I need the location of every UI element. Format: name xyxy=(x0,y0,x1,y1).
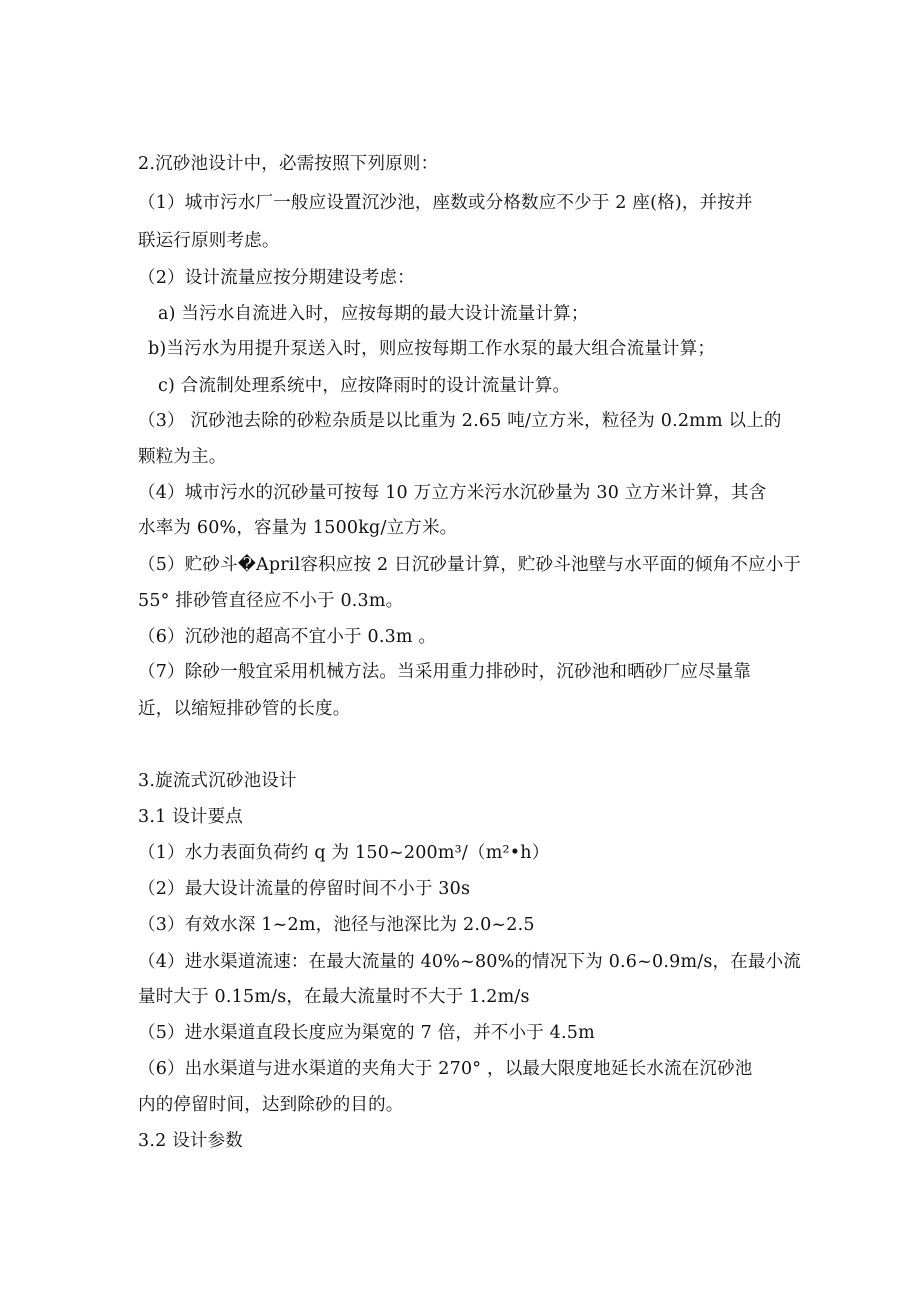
rule-2-a: a) 当污水自流进入时，应按每期的最大设计流量计算； xyxy=(158,304,589,324)
point-6-line-1: （6）出水渠道与进水渠道的夹角大于 270° ，以最大限度地延长水流在沉砂池 xyxy=(138,1059,753,1079)
rule-5-line-1: （5）贮砂斗�April容积应按 2 日沉砂量计算，贮砂斗池壁与水平面的倾角不应小于 xyxy=(138,555,802,575)
section-3-2-heading: 3.2 设计参数 xyxy=(138,1131,243,1151)
point-3-line: （3）有效水深 1~2m，池径与池深比为 2.0~2.5 xyxy=(138,915,535,935)
section-3-1-heading: 3.1 设计要点 xyxy=(138,807,243,827)
point-4-line-1: （4）进水渠道流速：在最大流量的 40%~80%的情况下为 0.6~0.9m/s，在最小流 xyxy=(138,952,802,972)
point-2-line: （2）最大设计流量的停留时间不小于 30s xyxy=(138,879,471,899)
rule-7-line-1: （7）除砂一般宜采用机械方法。当采用重力排砂时，沉砂池和晒砂厂应尽量靠 xyxy=(138,662,752,682)
rule-1-line-2: 联运行原则考虑。 xyxy=(138,231,280,251)
rule-2-c: c) 合流制处理系统中，应按降雨时的设计流量计算。 xyxy=(158,376,571,396)
rule-2-b: b)当污水为用提升泵送入时，则应按每期工作水泵的最大组合流量计算； xyxy=(148,339,716,359)
rule-5-line-2: 55° 排砂管直径应不小于 0.3m。 xyxy=(138,591,404,611)
point-5-line: （5）进水渠道直段长度应为渠宽的 7 倍，并不小于 4.5m xyxy=(138,1023,595,1043)
rule-4-line-2: 水率为 60%，容量为 1500kg/立方米。 xyxy=(138,518,458,538)
rule-3-line-2: 颗粒为主。 xyxy=(138,447,227,467)
rule-4-line-1: （4）城市污水的沉砂量可按每 10 万立方米污水沉砂量为 30 立方米计算，其含 xyxy=(138,483,767,503)
point-4-line-2: 量时大于 0.15m/s，在最大流量时不大于 1.2m/s xyxy=(138,987,530,1007)
rule-2-line: （2）设计流量应按分期建设考虑： xyxy=(138,268,415,288)
rule-3-line-1: （3） 沉砂池去除的砂粒杂质是以比重为 2.65 吨/立方米，粒径为 0.2mm 以上的 xyxy=(138,411,782,431)
point-1-line: （1）水力表面负荷约 q 为 150~200m³/（m²•h） xyxy=(138,843,550,863)
section-3-heading: 3.旋流式沉砂池设计 xyxy=(138,771,297,791)
rule-6-line: （6）沉砂池的超高不宜小于 0.3m 。 xyxy=(138,627,437,647)
section-2-heading: 2.沉砂池设计中，必需按照下列原则： xyxy=(138,154,439,174)
rule-7-line-2: 近，以缩短排砂管的长度。 xyxy=(138,699,351,719)
rule-1-line-1: （1）城市污水厂一般应设置沉沙池，座数或分格数应不少于 2 座(格)，并按并 xyxy=(138,193,753,213)
point-6-line-2: 内的停留时间，达到除砂的目的。 xyxy=(138,1095,404,1115)
